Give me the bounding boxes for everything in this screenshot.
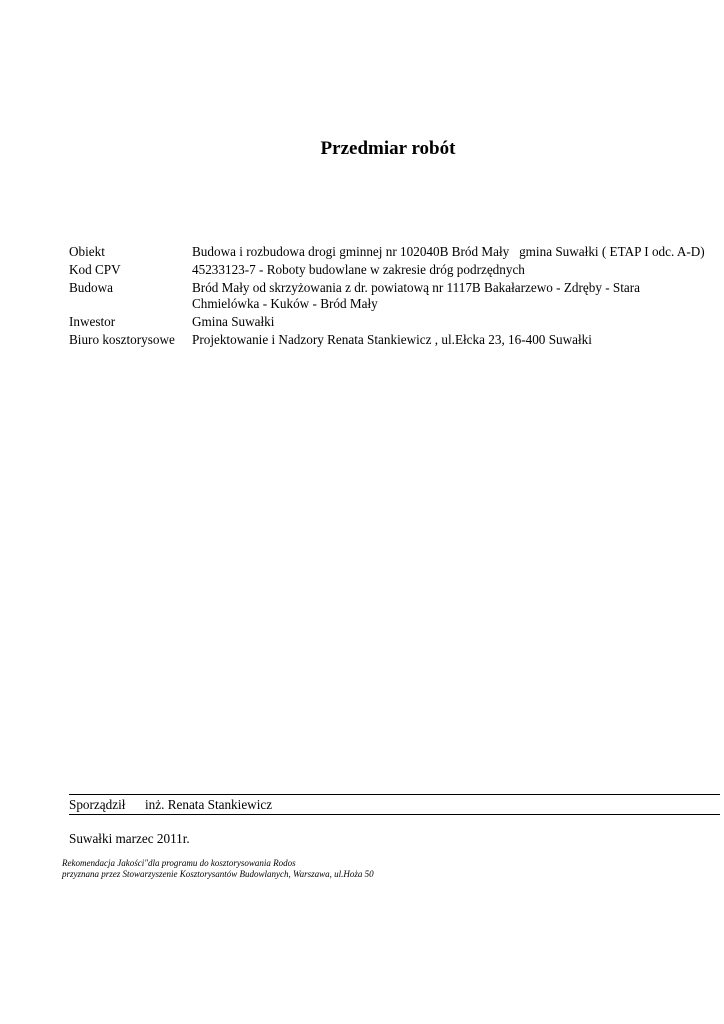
place-date: Suwałki marzec 2011r.	[69, 831, 190, 846]
document-title: Przedmiar robót	[320, 138, 456, 159]
field-row-obiekt	[69, 244, 719, 260]
field-value: Budowa i rozbudowa drogi gminnej nr 102040B Bród Mały gmina Suwałki ( ETAP I odc. A-D)	[192, 244, 705, 259]
field-label: Budowa	[69, 280, 113, 295]
field-row-inwestor	[69, 314, 719, 330]
field-label: Biuro kosztorysowe	[69, 332, 175, 347]
footnote	[62, 858, 374, 880]
field-value: Bród Mały od skrzyżowania z dr. powiatową nr 1117B Bakałarzewo - Zdręby - Stara Chmielówka - Kuków - Bród Mały	[192, 280, 644, 311]
field-value: Projektowanie i Nadzory Renata Stankiewicz , ul.Ełcka 23, 16-400 Suwałki	[192, 332, 592, 347]
field-value: 45233123-7 - Roboty budowlane w zakresie dróg podrzędnych	[192, 262, 525, 277]
field-row-budowa	[69, 280, 719, 312]
field-value: Gmina Suwałki	[192, 314, 275, 329]
divider-bottom	[69, 814, 720, 815]
field-label: Obiekt	[69, 244, 105, 259]
footnote-line: Rekomendacja Jakości"dla programu do kosztorysowania Rodos	[62, 858, 296, 868]
field-row-biuro	[69, 332, 719, 348]
divider-top	[69, 794, 720, 795]
prepared-by	[69, 797, 272, 813]
field-label: Kod CPV	[69, 262, 121, 277]
footnote-line: przyznana przez Stowarzyszenie Kosztorysantów Budowlanych, Warszawa, ul.Hoża 50	[62, 869, 374, 879]
field-row-kod-cpv	[69, 262, 719, 278]
project-info-table	[69, 244, 719, 350]
prepared-by-name: inż. Renata Stankiewicz	[145, 797, 273, 812]
prepared-by-label: Sporządził	[69, 797, 126, 812]
field-label: Inwestor	[69, 314, 116, 329]
